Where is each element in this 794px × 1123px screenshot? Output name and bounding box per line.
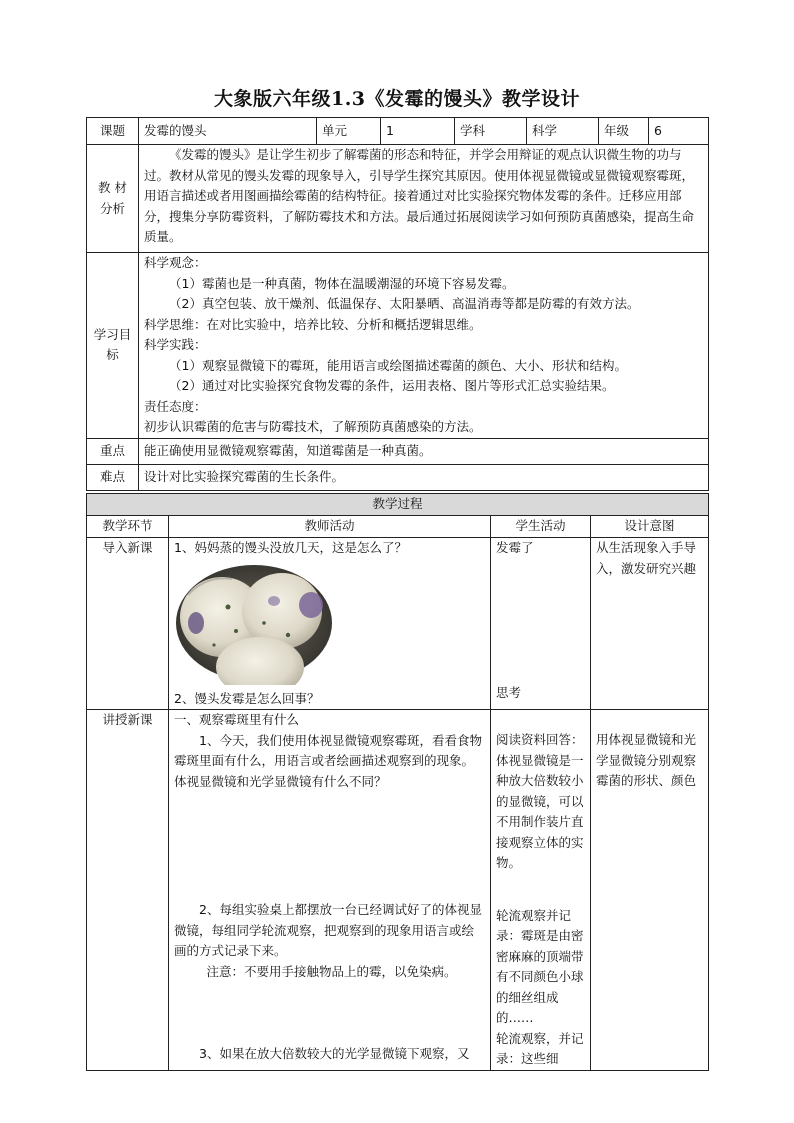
page-title: 大象版六年级1.3《发霉的馒头》教学设计 xyxy=(213,88,581,110)
objective-line: 科学实践： xyxy=(144,337,207,352)
column-header: 教师活动 xyxy=(169,516,491,538)
intro-question-1: 1、妈妈蒸的馒头没放几天，这是怎么了？ xyxy=(174,540,407,555)
unit-value: 1 xyxy=(381,118,455,145)
lecture-intent-cell xyxy=(591,710,709,1071)
intro-intent: 从生活现象入手导入，激发研究兴趣 xyxy=(591,538,709,710)
stage-intro: 导入新课 xyxy=(87,538,169,710)
process-header: 教学过程 xyxy=(87,494,709,516)
intro-teacher-cell xyxy=(169,538,491,710)
lecture-step-3: 3、如果在放大倍数较大的光学显微镜下观察，又 xyxy=(199,1046,470,1061)
key-point-label: 重点 xyxy=(87,438,139,464)
lecture-note: 注意：不要用手接触物品上的霉，以免染病。 xyxy=(206,963,457,979)
intro-question-2: 2、馒头发霉是怎么回事？ xyxy=(174,690,320,706)
intro-answer-1: 发霉了 xyxy=(496,540,534,555)
objectives-label: 学习目标 xyxy=(87,253,139,439)
column-header: 教学环节 xyxy=(87,516,169,538)
intro-student-cell xyxy=(491,538,591,710)
objective-line: 科学观念： xyxy=(144,255,207,270)
objective-line: （1）观察显微镜下的霉斑，能用语言或绘图描述霉菌的颜色、大小、形状和结构。 xyxy=(169,357,627,373)
lecture-intent: 用体视显微镜和光学显微镜分别观察霉菌的形状、颜色 xyxy=(596,732,697,788)
intro-answer-2: 思考 xyxy=(496,684,522,700)
lecture-student-1: 阅读资料回答：体视显微镜是一种放大倍数较小的显微镜，可以不用制作装片直接观察立体的实物。 xyxy=(496,732,584,870)
objectives-cell xyxy=(139,253,709,439)
difficulty-text: 设计对比实验探究霉菌的生长条件。 xyxy=(139,464,709,490)
grade-label: 年级 xyxy=(599,118,649,145)
lecture-student-2: 轮流观察并记录：霉斑是由密密麻麻的顶端带有不同颜色小球的细丝组成的…… xyxy=(496,907,584,1025)
column-header: 学生活动 xyxy=(491,516,591,538)
objective-line: （2）通过对比实验探究食物发霉的条件，运用表格、图片等形式汇总实验结果。 xyxy=(169,378,615,393)
lecture-heading: 一、观察霉斑里有什么 xyxy=(174,712,300,727)
analysis-paragraph: 《发霉的馒头》是让学生初步了解霉菌的形态和特征，并学会用辩证的观点认识微生物的功与过。教材从常见的馒头发霉的现象导入，引导学生探究其原因。使用体视显微镜或显微镜观察霉斑，用语言描述或者用图画描绘霉菌的结构特征。接着通过对比实验探究物体发霉的条件。迁移应用部分，搜集分享防霉资料，了解防霉技术和方法。最后通过拓展阅读学习如何预防真菌感染，提高生命质量。 xyxy=(144,147,695,244)
subject-label: 学科 xyxy=(455,118,527,145)
objective-line: （2）真空包装、放干燥剂、低温保存、太阳暴晒、高温消毒等都是防霉的有效方法。 xyxy=(169,296,640,311)
moldy-buns-image xyxy=(176,565,332,685)
analysis-label: 教 材分析 xyxy=(87,145,139,253)
topic-value: 发霉的馒头 xyxy=(139,118,317,145)
key-point-text: 能正确使用显微镜观察霉菌，知道霉菌是一种真菌。 xyxy=(139,438,709,464)
lecture-teacher-cell xyxy=(169,710,491,1071)
column-header: 设计意图 xyxy=(591,516,709,538)
objective-line: 责任态度： xyxy=(144,398,207,414)
process-table xyxy=(86,493,709,1071)
lecture-student-cell xyxy=(491,710,591,1071)
objective-line: （1）霉菌也是一种真菌，物体在温暖潮湿的环境下容易发霉。 xyxy=(169,275,515,291)
difficulty-label: 难点 xyxy=(87,464,139,490)
objective-line: 初步认识霉菌的危害与防霉技术，了解预防真菌感染的方法。 xyxy=(144,419,482,434)
grade-value: 6 xyxy=(649,118,709,145)
stage-lecture: 讲授新课 xyxy=(87,710,169,1071)
lecture-step-2: 2、每组实验桌上都摆放一台已经调试好了的体视显微镜，每组同学轮流观察，把观察到的现象用语言或绘画的方式记录下来。 xyxy=(174,902,482,958)
unit-label: 单元 xyxy=(317,118,381,145)
subject-value: 科学 xyxy=(527,118,599,145)
overview-table xyxy=(86,117,709,491)
moldy-buns-photo xyxy=(176,565,332,685)
lecture-step-1: 1、今天，我们使用体视显微镜观察霉斑，看看食物霉斑里面有什么，用语言或者绘画描述观察到的现象。体视显微镜和光学显微镜有什么不同？ xyxy=(174,732,482,789)
objective-line: 科学思维：在对比实验中，培养比较、分析和概括逻辑思维。 xyxy=(144,316,482,332)
analysis-text xyxy=(139,145,709,253)
topic-label: 课题 xyxy=(87,118,139,145)
lecture-student-3: 轮流观察，并记录：这些细 xyxy=(496,1030,584,1066)
